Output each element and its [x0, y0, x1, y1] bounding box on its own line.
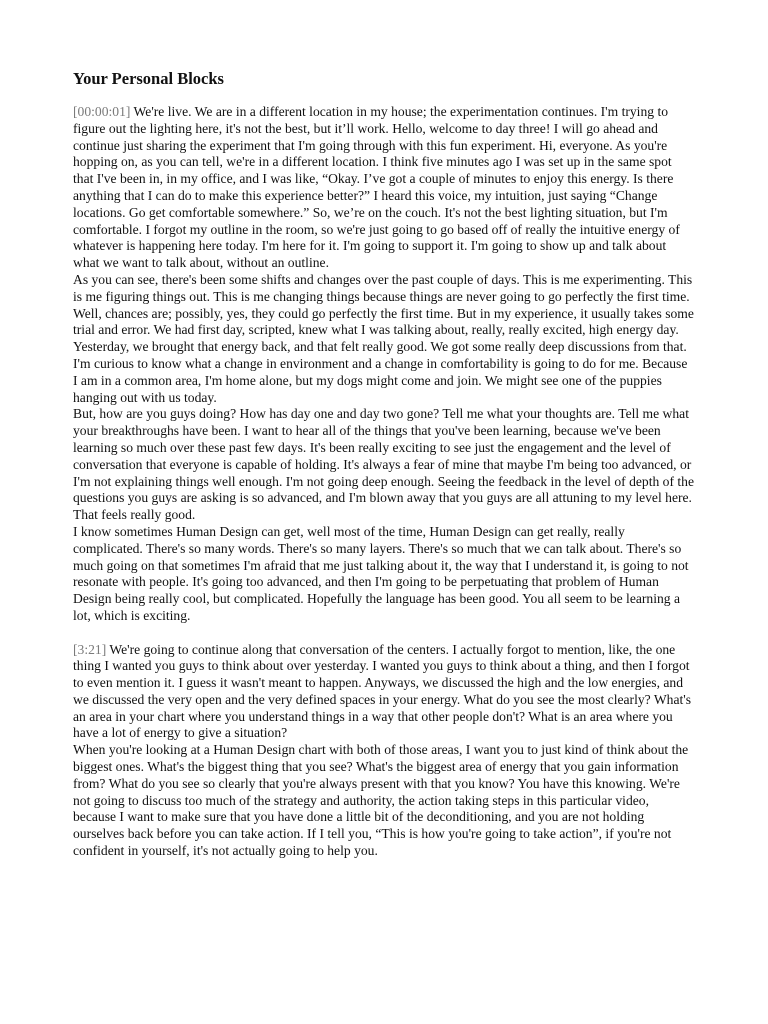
paragraph-chart	[73, 742, 695, 860]
paragraph-intro	[73, 104, 695, 272]
document-title: Your Personal Blocks	[73, 69, 224, 88]
paragraph-text: But, how are you guys doing? How has day one and day two gone? Tell me what your thoughts are. Tell me what your breakthroughs have been. I want to hear all of the things that you've been learning, because we've been learning so much over these past few days. It's been really exciting to see just the engagement and the level of conversation that everyone is capable of holding. It's always a fear of mine that maybe I'm being too advanced, or I'm not explaining things well enough. I'm not going deep enough. Seeing the feedback in the level of depth of the questions you guys are asking is so advanced, and I'm blown away that you guys are all attuning to my level here. That feels really good.	[73, 406, 694, 523]
paragraph-text: When you're looking at a Human Design chart with both of those areas, I want you to just kind of think about the biggest ones. What's the biggest thing that you see? What's the biggest area of energy that you gain information from? What do you see so clearly that you're always present with that you know? You have this knowing. We're not going to discuss too much of the strategy and authority, the action taking steps in this particular video, because I want to make sure that you have done a little bit of the deconditioning, and you are not holding ourselves back before you can take action. If I tell you, “This is how you're going to take action”, if you're not confident in yourself, it's not actually going to help you.	[73, 742, 689, 859]
paragraph-text: We're live. We are in a different location in my house; the experimentation continues. I'm trying to figure out the lighting here, it's not the best, but it’ll work. Hello, welcome to day three! I will go ahead and continue just sharing the experiment that I'm going through with this fun experiment. Hi, everyone. As you're hopping on, as you can tell, we're in a different location. I think five minutes ago I was set up in the same spot that I've been in, in my office, and I was like, “Okay. I’ve got a couple of minutes to enjoy this energy. Is there anything that I can do to make this experience better?” I heard this voice, my intuition, just saying “Change locations. Go get comfortable somewhere.” So, we’re on the couch. It's not the best lighting situation, but I'm comfortable. I forgot my outline in the room, so we're just going to go based off of really the intuitive energy of whatever is happening here today. I'm here for it. I'm going to support it. I'm going to show up and talk about what we want to talk about, without an outline.	[73, 104, 680, 271]
paragraph-text: We're going to continue along that conversation of the centers. I actually forgot to mention, like, the one thing I wanted you guys to think about over yesterday. I wanted you guys to think about a thing, and then I forgot to even mention it. I guess it wasn't meant to happen. Anyways, we discussed the high and the low energies, and we discussed the very open and the very defined spaces in your energy. What do you see the most clearly? What's an area in your chart where you understand things in a way that other people don't? What is an area where you have a lot of energy to give a situation?	[73, 641, 692, 741]
timestamp: [3:21]	[73, 641, 107, 657]
paragraph-centers	[73, 642, 695, 743]
paragraph-gap	[73, 625, 695, 642]
paragraph-text: I know sometimes Human Design can get, well most of the time, Human Design can get really, really complicated. There's so many words. There's so many layers. There's so much that we can talk about. There's so much going on that sometimes I'm afraid that me just talking about it, the way that I understand it, is going to not resonate with people. It's going too advanced, and then I'm going to be perpetuating that problem of Human Design being really cool, but complicated. Hopefully the language has been good. You all seem to be learning a lot, which is exciting.	[73, 523, 689, 623]
document-page	[73, 68, 695, 860]
paragraph-text: As you can see, there's been some shifts and changes over the past couple of days. This is me experimenting. This is me figuring things out. This is me changing things because things are never going to go perfectly the first time. Well, chances are; possibly, yes, they could go perfectly the first time. But in my experience, it usually takes some trial and error. We had first day, scripted, knew what I was talking about, really, really excited, high energy day. Yesterday, we brought that energy back, and that felt really good. We got some really deep discussions from that. I'm curious to know what a change in environment and a change in comfortability is going to do for me. Because I am in a common area, I'm home alone, but my dogs might come and join. We might see one of the puppies hanging out with us today.	[73, 271, 694, 405]
paragraph-how-are-you	[73, 406, 695, 524]
paragraph-human-design	[73, 524, 695, 625]
paragraph-experimenting	[73, 272, 695, 406]
timestamp: [00:00:01]	[73, 104, 131, 119]
